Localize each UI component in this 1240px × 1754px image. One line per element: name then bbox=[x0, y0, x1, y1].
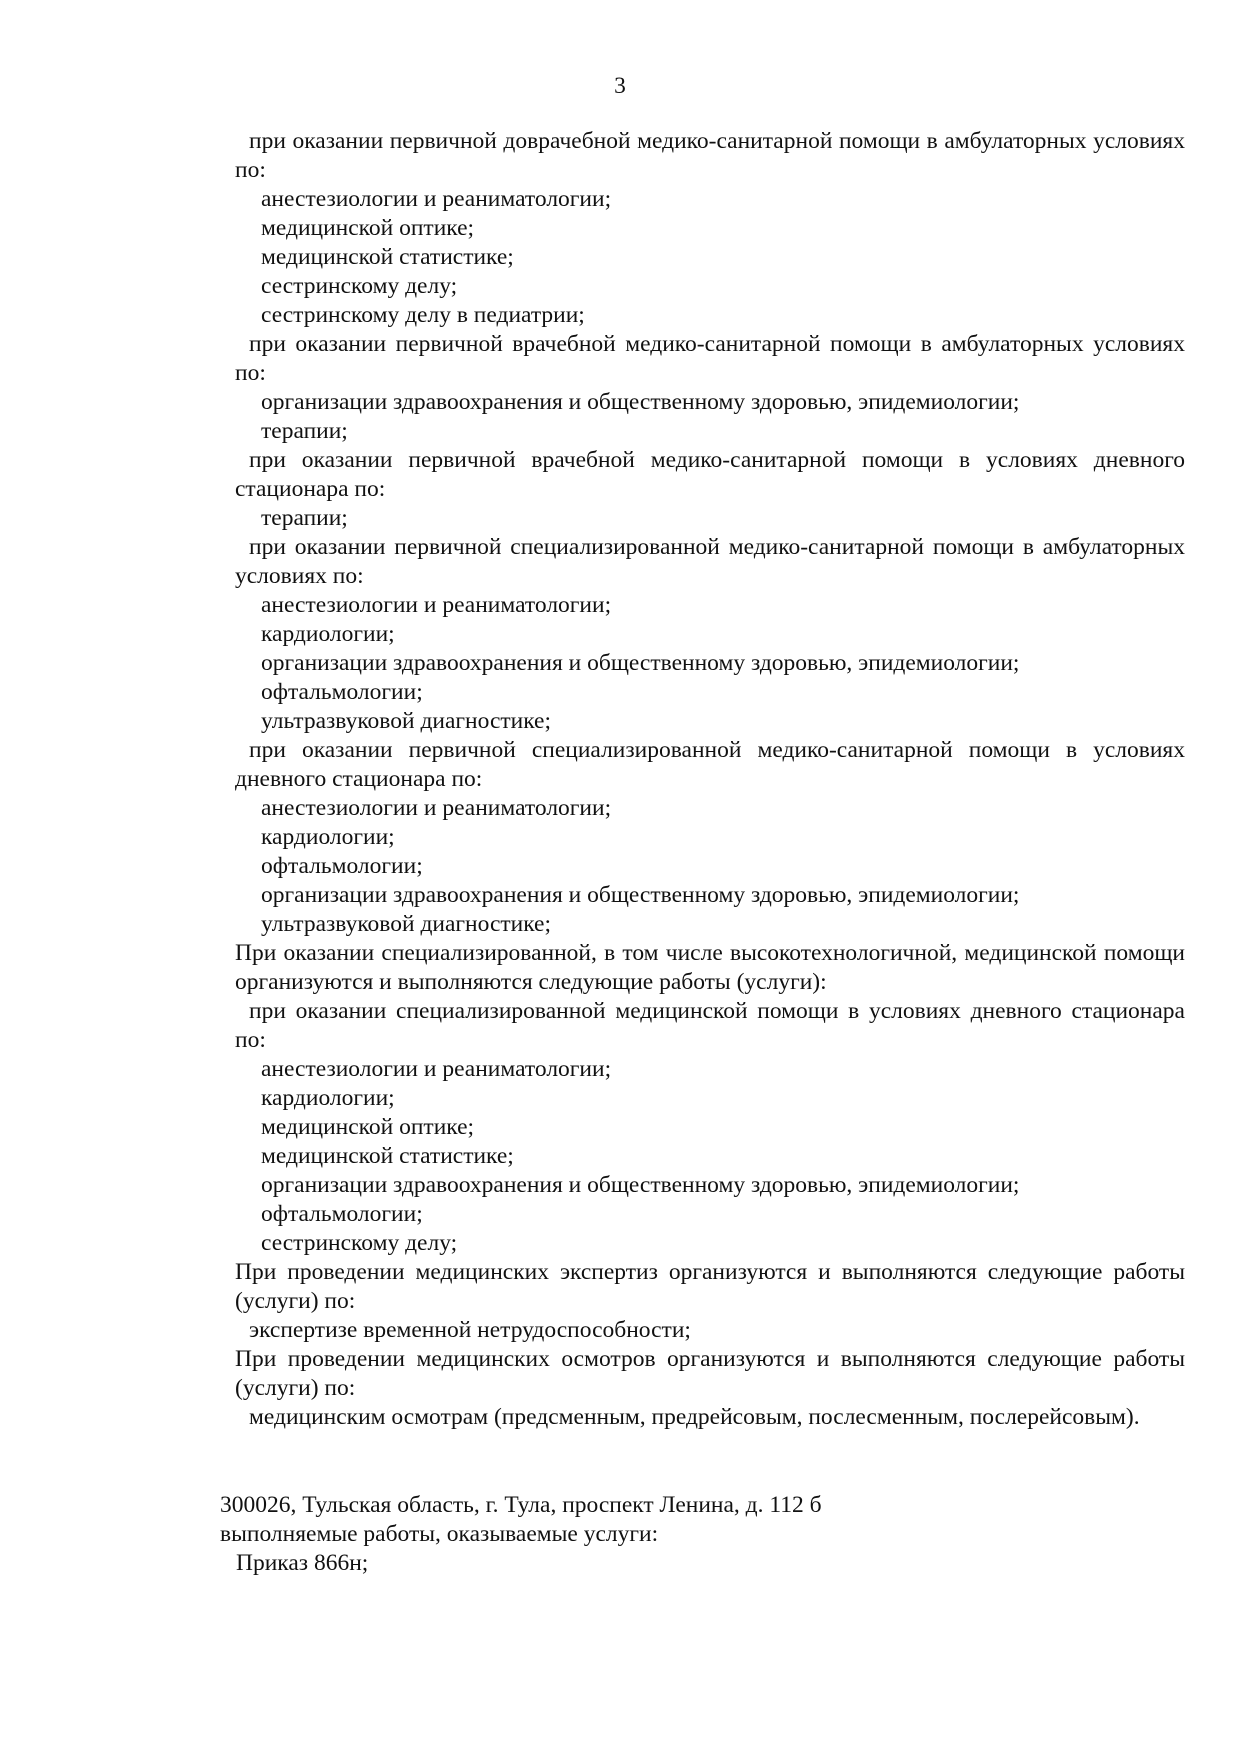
list-item: анестезиологии и реаниматологии; bbox=[261, 592, 612, 618]
list-item: организации здравоохранения и общественному здоровью, эпидемиологии; bbox=[261, 882, 1020, 908]
page-number: 3 bbox=[614, 73, 626, 99]
list-item: кардиологии; bbox=[261, 824, 395, 850]
paragraph: при оказании первичной специализированной медико-санитарной помощи в условиях дневного стационара по: bbox=[235, 737, 1185, 792]
list-item: анестезиологии и реаниматологии; bbox=[261, 1056, 612, 1082]
list-item: сестринскому делу; bbox=[261, 273, 458, 299]
list-item: медицинской оптике; bbox=[261, 1114, 475, 1140]
paragraph: При проведении медицинских экспертиз организуются и выполняются следующие работы (услуги) по: bbox=[235, 1259, 1185, 1314]
list-item: кардиологии; bbox=[261, 1085, 395, 1111]
list-item: офтальмологии; bbox=[261, 679, 423, 705]
list-item: организации здравоохранения и общественному здоровью, эпидемиологии; bbox=[261, 389, 1020, 415]
paragraph: медицинским осмотрам (предсменным, предрейсовым, послесменным, послерейсовым). bbox=[249, 1404, 1140, 1430]
list-item: медицинской статистике; bbox=[261, 244, 514, 270]
paragraph: при оказании специализированной медицинской помощи в условиях дневного стационара по: bbox=[235, 998, 1185, 1053]
list-item: анестезиологии и реаниматологии; bbox=[261, 186, 612, 212]
list-item: медицинской оптике; bbox=[261, 215, 475, 241]
list-item: организации здравоохранения и общественному здоровью, эпидемиологии; bbox=[261, 650, 1020, 676]
paragraph: При оказании специализированной, в том числе высокотехнологичной, медицинской помощи организуются и выполняются следующие работы (услуги): bbox=[235, 940, 1185, 995]
list-item: офтальмологии; bbox=[261, 853, 423, 879]
list-item: кардиологии; bbox=[261, 621, 395, 647]
list-item: ультразвуковой диагностике; bbox=[261, 708, 552, 734]
paragraph: при оказании первичной специализированной медико-санитарной помощи в амбулаторных условиях по: bbox=[235, 534, 1185, 589]
works-label: выполняемые работы, оказываемые услуги: bbox=[220, 1521, 659, 1547]
list-item: организации здравоохранения и общественному здоровью, эпидемиологии; bbox=[261, 1172, 1020, 1198]
paragraph: при оказании первичной доврачебной медико-санитарной помощи в амбулаторных условиях по: bbox=[235, 128, 1185, 183]
list-item: сестринскому делу; bbox=[261, 1230, 458, 1256]
address-line: 300026, Тульская область, г. Тула, проспект Ленина, д. 112 б bbox=[220, 1492, 822, 1518]
list-item: ультразвуковой диагностике; bbox=[261, 911, 552, 937]
paragraph: при оказании первичной врачебной медико-санитарной помощи в амбулаторных условиях по: bbox=[235, 331, 1185, 386]
paragraph: При проведении медицинских осмотров организуются и выполняются следующие работы (услуги) по: bbox=[235, 1346, 1185, 1401]
body-text bbox=[235, 127, 1185, 1432]
list-item: сестринскому делу в педиатрии; bbox=[261, 302, 585, 328]
list-item: офтальмологии; bbox=[261, 1201, 423, 1227]
list-item: терапии; bbox=[261, 505, 348, 531]
paragraph: при оказании первичной врачебной медико-санитарной помощи в условиях дневного стационара по: bbox=[235, 447, 1185, 502]
list-item: терапии; bbox=[261, 418, 348, 444]
list-item: медицинской статистике; bbox=[261, 1143, 514, 1169]
order-reference: Приказ 866н; bbox=[236, 1550, 369, 1576]
list-item: анестезиологии и реаниматологии; bbox=[261, 795, 612, 821]
paragraph: экспертизе временной нетрудоспособности; bbox=[249, 1317, 691, 1343]
address-block bbox=[220, 1491, 1185, 1578]
